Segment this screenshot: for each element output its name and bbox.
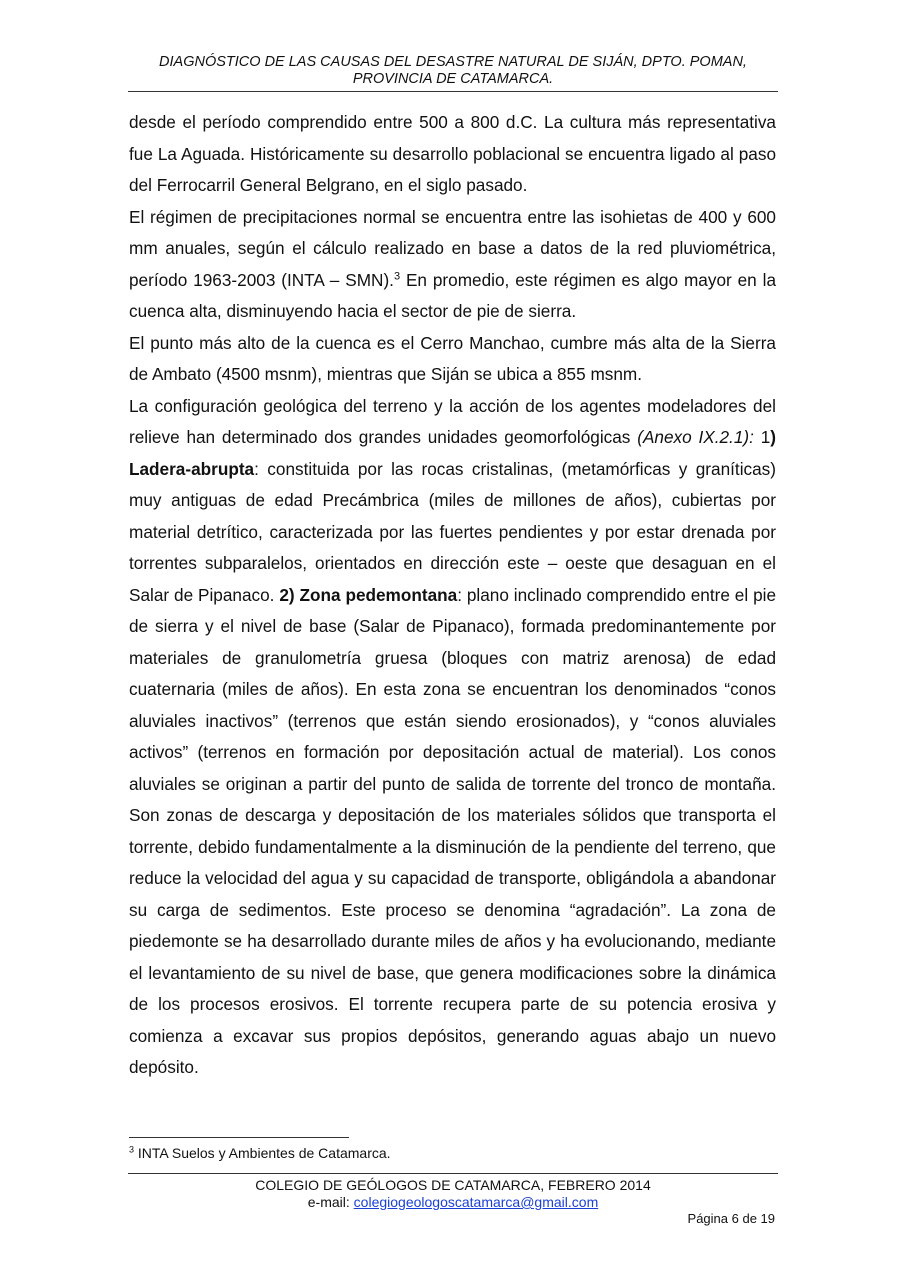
annex-reference: (Anexo IX.2.1): bbox=[637, 427, 754, 447]
paragraph-4-text-a: La configuración geológica del terreno y la acción de los agentes modeladores del relieve han determinado dos grandes unidades geomorfológicas bbox=[129, 395, 776, 447]
paragraph-2-text-b: En promedio, este régimen es algo mayor en la cuenca alta, disminuyendo hacia el sector de pie de sierra. bbox=[129, 269, 777, 321]
term-ladera-abrupta: ) Ladera-abrupta bbox=[129, 427, 777, 479]
footer-email-label: e-mail: bbox=[307, 1194, 354, 1210]
paragraph-4-text-c: : constituida por las rocas cristalinas, (metamórficas y graníticas) muy antiguas de edad Precámbrica (miles de millones de años), cubiertas por material detrítico, caracterizada por las fuertes pendientes y por estar drenada por torrentes subparalelos, orientados en dirección este – oeste que desaguan en el Salar de Pipanaco. bbox=[129, 458, 776, 605]
footnote-divider bbox=[129, 1137, 349, 1138]
page-footer bbox=[128, 1177, 778, 1211]
footer-divider bbox=[128, 1173, 778, 1174]
footer-email-line bbox=[128, 1194, 778, 1211]
paragraph-1: desde el período comprendido entre 500 a 800 d.C. La cultura más representativa fue La Aguada. Históricamente su desarrollo poblacional se encuentra ligado al paso del Ferrocarril General Belgrano, en el siglo pasado. bbox=[129, 112, 776, 195]
footnote-ref[interactable]: 3 bbox=[393, 269, 401, 282]
footnote bbox=[129, 1144, 776, 1162]
paragraph-4 bbox=[129, 391, 776, 1084]
page-number: Página 6 de 19 bbox=[687, 1211, 775, 1226]
header-divider bbox=[128, 91, 778, 92]
term-zona-pedemontana: 2) Zona pedemontana bbox=[279, 584, 458, 605]
footer-email-link[interactable]: colegiogeologoscatamarca@gmail.com bbox=[353, 1194, 599, 1210]
paragraph-3: El punto más alto de la cuenca es el Cerro Manchao, cumbre más alta de la Sierra de Ambato (4500 msnm), mientras que Siján se ubica a 855 msnm. bbox=[129, 332, 776, 384]
paragraph-4-text-b: 1 bbox=[753, 427, 771, 447]
running-header bbox=[128, 54, 778, 88]
header-title-line2: PROVINCIA DE CATAMARCA. bbox=[352, 71, 554, 87]
footer-org-line: COLEGIO DE GEÓLOGOS DE CATAMARCA, FEBRERO 2014 bbox=[255, 1177, 651, 1193]
paragraph-2 bbox=[129, 202, 776, 328]
paragraph-4-text-d: : plano inclinado comprendido entre el pie de sierra y el nivel de base (Salar de Pipanaco), formada predominantemente por materiales de granulometría gruesa (bloques con matriz arenosa) de edad cuaternaria (miles de años). En esta zona se encuentran los denominados “conos aluviales inactivos” (terrenos que están siendo erosionados), y “conos aluviales activos” (terrenos en formación por depositación actual de material). Los conos aluviales se originan a partir del punto de salida de torrente del tronco de montaña. Son zonas de descarga y depositación de los materiales sólidos que transporta el torrente, debido fundamentalmente a la disminución de la pendiente del terreno, que reduce la velocidad del agua y su capacidad de transporte, obligándola a abandonar su carga de sedimentos. Este proceso se denomina “agradación”. La zona de piedemonte se ha desarrollado durante miles de años y ha evolucionando, mediante el levantamiento de su nivel de base, que genera modificaciones sobre la dinámica de los procesos erosivos. El torrente recupera parte de su potencia erosiva y comienza a excavar sus propios depósitos, generando aguas abajo un nuevo depósito. bbox=[129, 584, 777, 1077]
paragraph-2-text-a: El régimen de precipitaciones normal se encuentra entre las isohietas de 400 y 600 mm anuales, según el cálculo realizado en base a datos de la red pluviométrica, período 1963-2003 (INTA – SMN). bbox=[129, 206, 776, 290]
footnote-text: INTA Suelos y Ambientes de Catamarca. bbox=[134, 1145, 391, 1161]
header-title-line1: DIAGNÓSTICO DE LAS CAUSAS DEL DESASTRE NATURAL DE SIJÁN, DPTO. POMAN, bbox=[159, 54, 747, 70]
footnote-number: 3 bbox=[129, 1144, 135, 1155]
document-body bbox=[129, 107, 776, 1084]
